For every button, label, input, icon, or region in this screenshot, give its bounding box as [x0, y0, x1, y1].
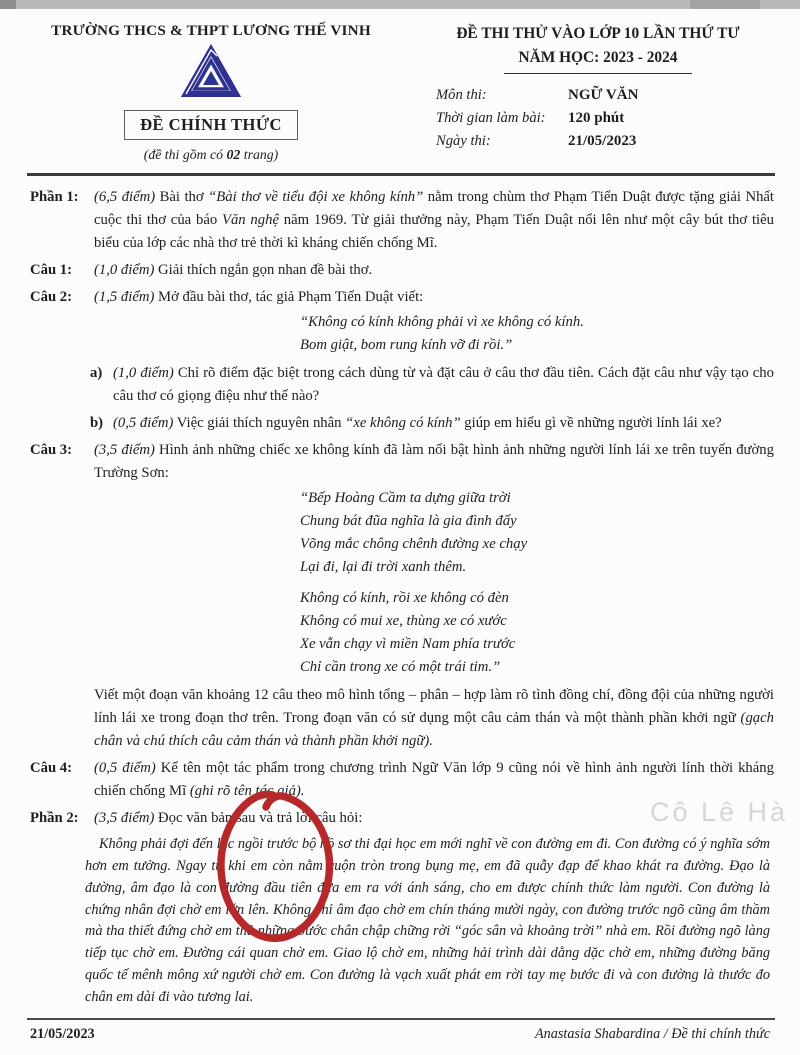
question3-text: (3,5 điểm) Hình ảnh những chiếc xe không kính đã làm nổi bật hình ảnh những người lính lái xe trên tuyến đường Trường Sơn: — [94, 441, 774, 481]
question4-label: Câu 4: — [30, 759, 73, 776]
exam-title-line1: ĐỀ THI THỬ VÀO LỚP 10 LẦN THỨ TƯ — [456, 25, 740, 42]
question2a-text: (1,0 điểm) Chỉ rõ điểm đặc biệt trong cách dùng từ và đặt câu ở câu thơ đầu tiên. Cách đặt câu như vậy tạo cho câu thơ có giọng điệu như thế nào? — [113, 364, 774, 404]
field-duration — [436, 110, 774, 127]
poem-line: “Bếp Hoàng Cầm ta dựng giữa trời — [300, 489, 511, 506]
question1-label: Câu 1: — [30, 262, 73, 279]
poem-stanza-1 — [300, 487, 774, 579]
footer-date: 21/05/2023 — [30, 1026, 95, 1042]
poem-line: “Không có kính không phải vì xe không có kính. — [300, 314, 584, 331]
field-subject — [436, 87, 774, 104]
poem-line: Chỉ cần trong xe có một trái tim.” — [300, 659, 501, 676]
exam-info-fields — [436, 87, 774, 150]
poem-line: Lại đi, lại đi trời xanh thêm. — [300, 559, 467, 576]
official-stamp-box: ĐỀ CHÍNH THỨC — [124, 110, 298, 140]
photo-top-edge — [0, 0, 800, 9]
question2b — [90, 412, 774, 435]
header-right-column — [392, 22, 774, 163]
school-name: TRƯỜNG THCS & THPT LƯƠNG THẾ VINH — [51, 22, 371, 39]
question3 — [30, 439, 774, 485]
exam-title — [422, 22, 774, 70]
field-subject-value: NGỮ VĂN — [568, 86, 639, 103]
field-duration-value: 120 phút — [568, 109, 625, 126]
field-date-value: 21/05/2023 — [568, 132, 637, 149]
poem-line: Võng mắc chông chênh đường xe chạy — [300, 536, 528, 553]
poem-line: Chung bát đũa nghĩa là gia đình đấy — [300, 513, 517, 530]
school-logo-icon — [30, 44, 392, 107]
field-duration-label: Thời gian làm bài: — [436, 109, 546, 126]
title-underline — [504, 73, 692, 74]
exam-header — [0, 9, 800, 163]
quoted-poem-1 — [300, 311, 774, 357]
question4 — [30, 757, 774, 803]
watermark: Cô Lê Hà — [650, 797, 789, 827]
question4-text: (0,5 điểm) Kể tên một tác phẩm trong chương trình Ngữ Văn lớp 9 cũng nói về hình ảnh người lính thời kháng chiến chống Mĩ (ghi rõ tên tác giả). — [94, 759, 774, 799]
part1-text: (6,5 điểm) Bài thơ “Bài thơ về tiểu đội xe không kính” nằm trong chùm thơ Phạm Tiến Duật được tặng giải Nhất cuộc thi thơ của báo Văn nghệ năm 1969. Từ giải thưởng này, Phạm Tiến Duật nổi lên như một cây bút thơ tiêu biểu của lớp các nhà thơ trẻ thời kì kháng chiến chống Mĩ. — [94, 189, 775, 252]
pages-note-count: 02 — [226, 147, 241, 162]
field-date-label: Ngày thi: — [436, 132, 491, 149]
question2a — [90, 362, 774, 408]
part2-text: (3,5 điểm) Đọc văn bản sau và trả lời câu hỏi: — [94, 809, 363, 826]
poem-line: Bom giật, bom rung kính vỡ đi rồi.” — [300, 337, 513, 354]
exam-title-line2: NĂM HỌC: 2023 - 2024 — [518, 48, 678, 66]
pages-note-text: (đề thi gồm có — [143, 147, 227, 162]
footer-credit: Anastasia Shabardina / Đề thi chính thức — [535, 1026, 770, 1042]
question1-text: (1,0 điểm) Giải thích ngắn gọn nhan đề bài thơ. — [94, 262, 373, 279]
poem-line: Xe vẫn chạy vì miền Nam phía trước — [300, 636, 516, 653]
quoted-poem-2 — [300, 487, 774, 680]
poem-stanza-2 — [300, 587, 774, 679]
part1-label: Phần 1: — [30, 189, 79, 205]
question3-label: Câu 3: — [30, 441, 73, 458]
question3-writing-task: Viết một đoạn văn khoảng 12 câu theo mô hình tổng – phân – hợp làm rõ tình đồng chí, đồng đội của những người lính lái xe trong đoạn thơ trên. Trong đoạn văn có sử dụng một câu cảm thán và một thành phần khởi ngữ (gạch chân và chú thích câu cảm thán và thành phần khởi ngữ). — [94, 686, 774, 749]
poem-line: Không có kính, rồi xe không có đèn — [300, 590, 509, 607]
question2a-label: a) — [90, 364, 103, 381]
question2-text: (1,5 điểm) Mở đầu bài thơ, tác giả Phạm Tiến Duật viết: — [94, 289, 424, 306]
field-date — [436, 133, 774, 150]
part2-section — [30, 807, 774, 830]
pages-note-suffix: trang) — [240, 147, 279, 162]
question2b-text: (0,5 điểm) Việc giải thích nguyên nhân “xe không có kính” giúp em hiểu gì về những người lính lái xe? — [113, 414, 722, 431]
official-stamp-wrap — [30, 110, 392, 140]
question1 — [30, 259, 774, 282]
pages-note — [30, 147, 392, 163]
reading-passage: Không phải đợi đến lúc ngồi trước bộ hồ sơ thi đại học em mới nghĩ về con đường em đi. Con đường có ý nghĩa sớm hơn em tưởng. Ngay từ khi em còn nằm cuộn tròn trong bụng mẹ, em đã quẫy đạp để khao khát ra đường. Đạo là đường, âm đạo là con đường đầu tiên đưa em ra với ánh sáng, cho em được chính thức làm người. Con đường là chứng nhân đợi chờ em lớn lên. Không chỉ âm đạo chờ em chín tháng mười ngày, con đường trước ngõ cũng âm thầm mà tha thiết đứng chờ em thả những bước chân chập chững rời “góc sân và khoảng trời” nhà em. Rồi đường ngõ làng tiếp tục chờ em. Đường cái quan chờ em. Giao lộ chờ em, những hải trình dài dằng dặc chờ em, những đường băng quốc tế mênh mông xứ người chờ em. Con đường là vạch xuất phát em rời tay mẹ bước đi và con đường là thước đo chân em dài đi vào tương lai. — [85, 836, 770, 1006]
question2b-label: b) — [90, 414, 104, 431]
exam-body — [0, 176, 800, 1009]
poem-line: Không có mui xe, thùng xe có xước — [300, 613, 507, 630]
exam-footer — [0, 1018, 800, 1043]
part2-label: Phần 2: — [30, 809, 79, 826]
question2-label: Câu 2: — [30, 289, 73, 306]
field-subject-label: Môn thi: — [436, 86, 487, 103]
question2 — [30, 286, 774, 309]
header-left-column — [30, 22, 392, 163]
part1-section — [30, 186, 774, 255]
